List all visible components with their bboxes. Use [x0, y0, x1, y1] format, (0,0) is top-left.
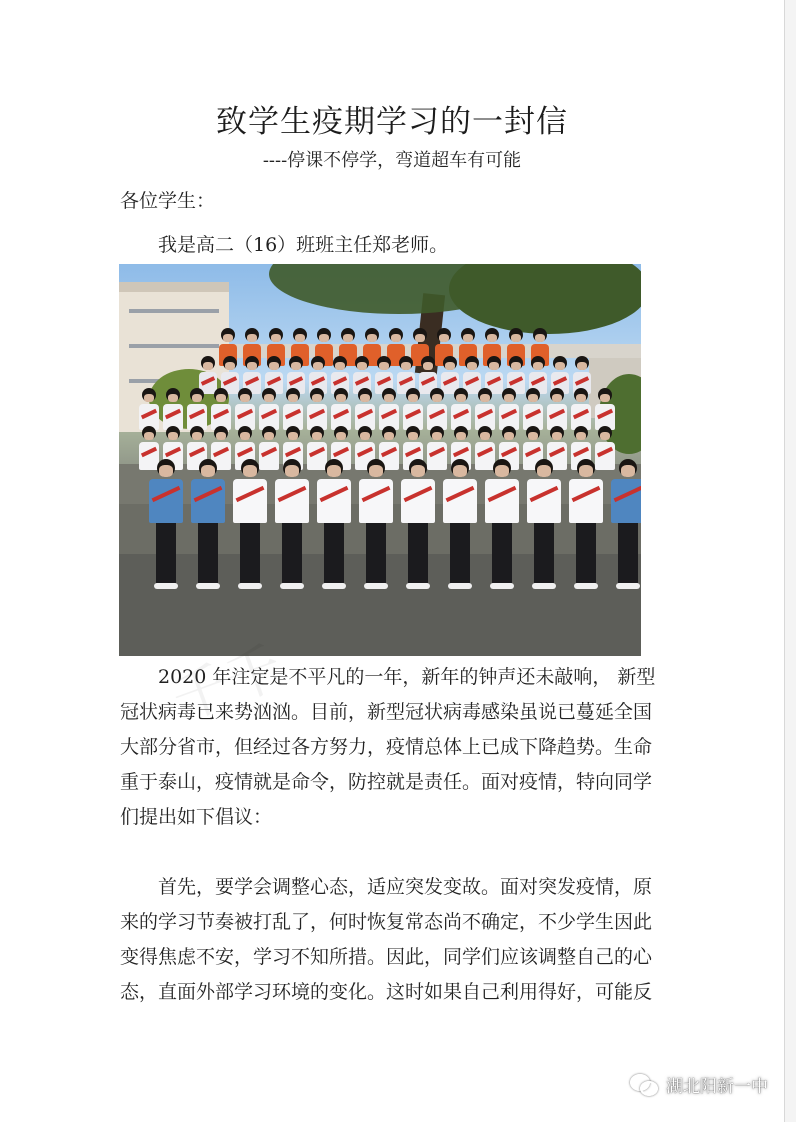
paragraph-2-line: 首先，要学会调整心态，适应突发变故。面对突发疫情，原: [158, 876, 653, 898]
paragraph-1: [120, 660, 676, 835]
paragraph-1-line: 重于泰山，疫情就是命令，防控就是责任。面对疫情，特向同学: [120, 771, 653, 793]
paragraph-1-line: 冠状病毒已来势汹汹。目前，新型冠状病毒感染虽说已蔓延全国: [120, 701, 653, 723]
wechat-icon: [630, 1074, 660, 1096]
paragraph-2-line: 变得焦虑不安，学习不知所措。因此，同学们应该调整自己的心: [120, 946, 653, 968]
wechat-brand-watermark: [630, 1072, 768, 1097]
paragraph-2: [120, 870, 676, 1010]
watermark: 千千: [163, 634, 292, 734]
page-subtitle: ----停课不停学，弯道超车有可能: [262, 150, 522, 171]
paragraph-2-line: 来的学习节奏被打乱了，何时恢复常态尚不确定，不少学生因此: [120, 911, 653, 933]
intro-line: 我是高二（16）班班主任郑老师。: [158, 234, 449, 256]
greeting: 各位学生：: [120, 190, 216, 212]
class-group-photo: [119, 264, 641, 656]
page-title: 致学生疫期学习的一封信: [216, 104, 568, 140]
paragraph-2-line: 态，直面外部学习环境的变化。这时如果自己利用得好，可能反: [120, 981, 653, 1003]
paragraph-1-line: 大部分省市，但经过各方努力，疫情总体上已成下降趋势。生命: [120, 736, 653, 758]
paragraph-1-line: 们提出如下倡议：: [120, 806, 273, 828]
brand-name: 湖北阳新一中: [666, 1077, 768, 1097]
paragraph-1-line: 2020 年注定是不平凡的一年，新年的钟声还未敲响， 新型: [158, 666, 656, 688]
